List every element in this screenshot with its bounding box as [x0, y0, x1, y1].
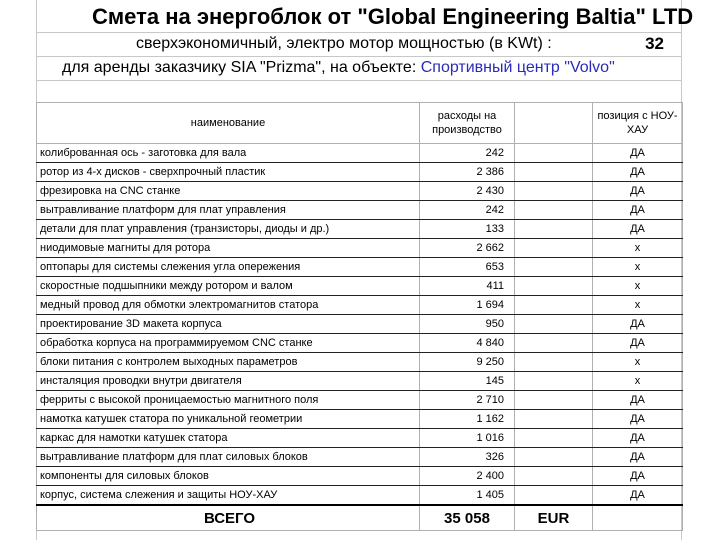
item-name: вытравливание платформ для плат силовых блоков: [37, 448, 420, 467]
subtitle-row: [36, 32, 682, 57]
empty-cell: [515, 372, 593, 391]
table-row: [37, 391, 683, 410]
total-currency: EUR: [515, 505, 593, 531]
table-row: [37, 201, 683, 220]
table-row: [37, 277, 683, 296]
item-position: x: [593, 296, 683, 315]
item-cost: 950: [420, 315, 515, 334]
empty-cell: [593, 505, 683, 531]
empty-cell: [515, 334, 593, 353]
item-position: ДА: [593, 163, 683, 182]
item-name: компоненты для силовых блоков: [37, 467, 420, 486]
item-cost: 2 662: [420, 239, 515, 258]
total-row: [37, 505, 683, 531]
empty-cell: [515, 486, 593, 506]
item-position: ДА: [593, 315, 683, 334]
column-header-position: позиция с НОУ-ХАУ: [593, 103, 683, 144]
empty-cell: [515, 429, 593, 448]
item-cost: 2 710: [420, 391, 515, 410]
item-cost: 2 386: [420, 163, 515, 182]
item-cost: 242: [420, 144, 515, 163]
empty-cell: [515, 277, 593, 296]
item-position: x: [593, 277, 683, 296]
item-name: скоростные подшыпники между ротором и валом: [37, 277, 420, 296]
item-name: оптопары для системы слежения угла опережения: [37, 258, 420, 277]
item-cost: 2 430: [420, 182, 515, 201]
table-row: [37, 163, 683, 182]
cost-table: [36, 102, 683, 531]
item-name: корпус, система слежения и защиты НОУ-ХАУ: [37, 486, 420, 506]
table-row: [37, 144, 683, 163]
empty-cell: [515, 182, 593, 201]
item-cost: 1 016: [420, 429, 515, 448]
title-row: [36, 0, 694, 33]
empty-cell: [515, 467, 593, 486]
table-row: [37, 448, 683, 467]
item-position: ДА: [593, 410, 683, 429]
item-cost: 242: [420, 201, 515, 220]
empty-cell: [515, 410, 593, 429]
column-header-cost: расходы на производство: [420, 103, 515, 144]
table-row: [37, 334, 683, 353]
empty-cell: [515, 201, 593, 220]
table-row: [37, 467, 683, 486]
table-row: [37, 486, 683, 506]
document-title: Смета на энергоблок от "Global Engineering Baltia" LTD: [92, 4, 694, 29]
item-name: проектирование 3D макета корпуса: [37, 315, 420, 334]
item-cost: 411: [420, 277, 515, 296]
empty-cell: [515, 144, 593, 163]
item-cost: 2 400: [420, 467, 515, 486]
item-cost: 1 405: [420, 486, 515, 506]
item-name: детали для плат управления (транзисторы, диоды и др.): [37, 220, 420, 239]
empty-cell: [515, 296, 593, 315]
table-row: [37, 239, 683, 258]
table-row: [37, 182, 683, 201]
item-name: намотка катушек статора по уникальной геометрии: [37, 410, 420, 429]
item-cost: 9 250: [420, 353, 515, 372]
item-position: x: [593, 258, 683, 277]
table-header-row: [37, 103, 683, 144]
empty-cell: [515, 448, 593, 467]
empty-cell: [515, 353, 593, 372]
total-value: 35 058: [420, 505, 515, 531]
table-row: [37, 429, 683, 448]
item-position: ДА: [593, 448, 683, 467]
client-prefix: для аренды заказчику SIA "Prizma", на объекте:: [62, 59, 421, 76]
item-name: колиброванная ось - заготовка для вала: [37, 144, 420, 163]
item-cost: 1 162: [420, 410, 515, 429]
item-position: ДА: [593, 182, 683, 201]
item-name: ниодимовые магниты для ротора: [37, 239, 420, 258]
empty-cell: [515, 315, 593, 334]
item-name: медный провод для обмотки электромагнитов статора: [37, 296, 420, 315]
item-position: ДА: [593, 201, 683, 220]
empty-cell: [515, 239, 593, 258]
table-row: [37, 353, 683, 372]
table-row: [37, 258, 683, 277]
motor-description: сверхэкономичный, электро мотор мощностью (в KWt) :: [136, 35, 552, 52]
client-info: [62, 59, 615, 77]
table-row: [37, 410, 683, 429]
client-row: [36, 56, 682, 81]
empty-cell: [515, 391, 593, 410]
motor-power-value: 32: [645, 34, 664, 53]
item-name: каркас для намотки катушек статора: [37, 429, 420, 448]
item-cost: 145: [420, 372, 515, 391]
item-position: x: [593, 372, 683, 391]
item-position: x: [593, 239, 683, 258]
item-position: ДА: [593, 334, 683, 353]
item-name: обработка корпуса на программируемом CNC станке: [37, 334, 420, 353]
empty-cell: [515, 163, 593, 182]
item-cost: 1 694: [420, 296, 515, 315]
spreadsheet: [36, 0, 694, 540]
item-name: блоки питания с контролем выходных параметров: [37, 353, 420, 372]
item-position: x: [593, 353, 683, 372]
item-position: ДА: [593, 429, 683, 448]
item-position: ДА: [593, 391, 683, 410]
table-row: [37, 296, 683, 315]
empty-cell: [515, 220, 593, 239]
item-position: ДА: [593, 467, 683, 486]
total-label: ВСЕГО: [37, 505, 420, 531]
item-cost: 326: [420, 448, 515, 467]
item-cost: 4 840: [420, 334, 515, 353]
item-cost: 653: [420, 258, 515, 277]
empty-cell: [515, 258, 593, 277]
item-position: ДА: [593, 486, 683, 506]
item-name: фрезировка на CNC станке: [37, 182, 420, 201]
item-cost: 133: [420, 220, 515, 239]
client-site: Спортивный центр "Volvo": [420, 59, 615, 76]
item-name: ротор из 4-х дисков - сверхпрочный пластик: [37, 163, 420, 182]
item-name: инсталяция проводки внутри двигателя: [37, 372, 420, 391]
column-header-blank: [515, 103, 593, 144]
table-row: [37, 220, 683, 239]
table-row: [37, 315, 683, 334]
empty-row: [36, 80, 682, 103]
column-header-name: наименование: [37, 103, 420, 144]
table-row: [37, 372, 683, 391]
item-name: ферриты с высокой проницаемостью магнитного поля: [37, 391, 420, 410]
item-position: ДА: [593, 144, 683, 163]
item-position: ДА: [593, 220, 683, 239]
item-name: вытравливание платформ для плат управления: [37, 201, 420, 220]
